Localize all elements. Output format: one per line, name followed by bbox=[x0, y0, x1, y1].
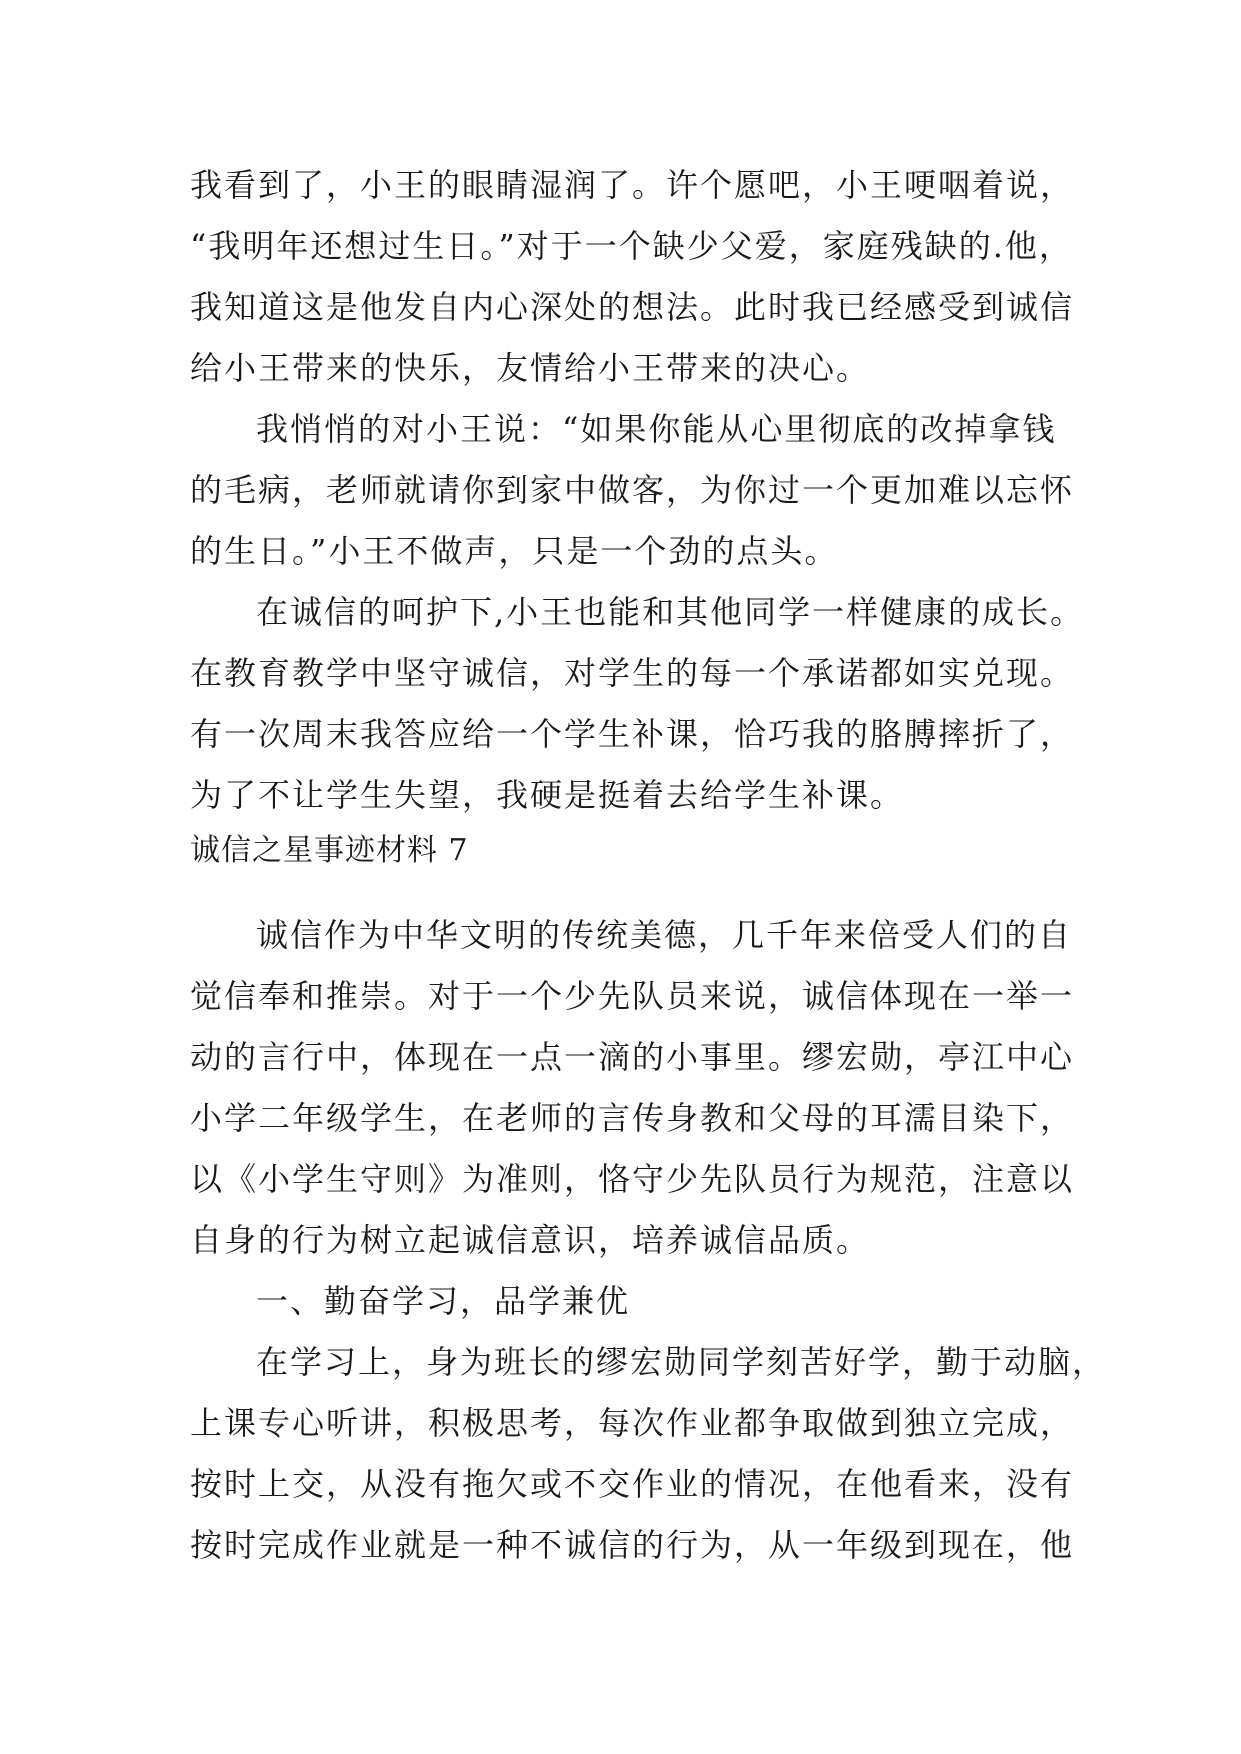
text-line: 在诚信的呵护下,小王也能和其他同学一样健康的成长。 bbox=[256, 593, 1085, 631]
text-block-story bbox=[190, 155, 1085, 826]
text-line: 给小王带来的快乐，友情给小王带来的决心。 bbox=[190, 349, 871, 387]
text-line: 小学二年级学生，在老师的言传身教和父母的耳濡目染下， bbox=[190, 1099, 1075, 1137]
section-heading: 诚信之星事迹材料 7 bbox=[190, 833, 469, 868]
text-line: 我悄悄的对小王说：“如果你能从心里彻底的改掉拿钱 bbox=[256, 410, 1057, 448]
text-line: 我知道这是他发自内心深处的想法。此时我已经感受到诚信 bbox=[190, 288, 1075, 326]
text-line: 诚信作为中华文明的传统美德，几千年来倍受人们的自 bbox=[256, 916, 1073, 954]
text-line: 动的言行中，体现在一点一滴的小事里。缪宏勋，亭江中心 bbox=[190, 1038, 1075, 1076]
text-line: 上课专心听讲，积极思考，每次作业都争取做到独立完成， bbox=[190, 1404, 1075, 1442]
subheading: 一、勤奋学习，品学兼优 bbox=[256, 1282, 631, 1320]
text-line: 按时完成作业就是一种不诚信的行为，从一年级到现在，他 bbox=[190, 1526, 1075, 1564]
text-line: 自身的行为树立起诚信意识，培养诚信品质。 bbox=[190, 1221, 871, 1259]
text-line: 的生日。”小王不做声，只是一个劲的点头。 bbox=[190, 532, 839, 570]
text-line: 在教育教学中坚守诚信，对学生的每一个承诺都如实兑现。 bbox=[190, 654, 1075, 692]
text-line: 有一次周末我答应给一个学生补课，恰巧我的胳膊摔折了， bbox=[190, 715, 1075, 753]
text-line: 的毛病，老师就请你到家中做客，为你过一个更加难以忘怀 bbox=[190, 471, 1075, 509]
text-line: 我看到了，小王的眼睛湿润了。许个愿吧，小王哽咽着说， bbox=[190, 166, 1075, 204]
text-line: 以《小学生守则》为准则，恪守少先队员行为规范，注意以 bbox=[190, 1160, 1075, 1198]
text-line: 按时上交，从没有拖欠或不交作业的情况，在他看来，没有 bbox=[190, 1465, 1075, 1503]
text-line: “我明年还想过生日。”对于一个缺少父爱，家庭残缺的.他， bbox=[190, 227, 1073, 265]
text-line: 为了不让学生失望，我硬是挺着去给学生补课。 bbox=[190, 776, 905, 814]
text-line: 在学习上，身为班长的缪宏勋同学刻苦好学，勤于动脑， bbox=[256, 1343, 1107, 1381]
text-block-material-7 bbox=[190, 905, 1107, 1576]
text-line: 觉信奉和推崇。对于一个少先队员来说，诚信体现在一举一 bbox=[190, 977, 1075, 1015]
